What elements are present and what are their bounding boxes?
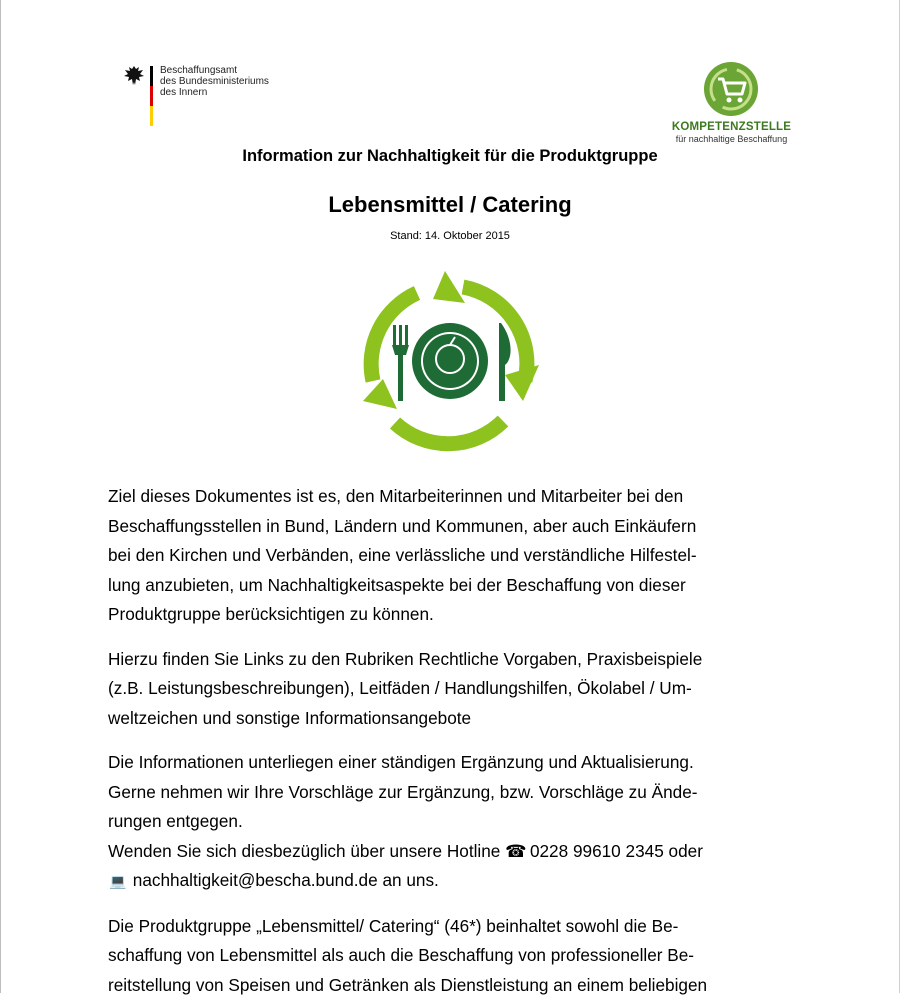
shopping-cart-icon bbox=[702, 60, 760, 118]
paragraph-intro: Ziel dieses Dokumentes ist es, den Mitarbeiterinnen und Mitarbeiter bei den Beschaffungsstellen in Bund, Ländern und Kommunen, aber auch Einkäufern bei den Kirchen und Verbänden, eine verlässliche und verständliche Hilfestel- lung anzubieten, um Nachhaltigkeitsaspekte bei der Beschaffung von dieser Produktgruppe berücksichtigen zu können. bbox=[108, 482, 798, 630]
document-body bbox=[108, 482, 798, 1000]
computer-icon: 💻 bbox=[108, 867, 128, 897]
recycling-plate-icon bbox=[355, 263, 545, 458]
ministry-name: Beschaffungsamt des Bundesministeriums des Innern bbox=[160, 65, 269, 98]
paragraph-links: Hierzu finden Sie Links zu den Rubriken Rechtliche Vorgaben, Praxisbeispiele (z.B. Leistungsbeschreibungen), Leitfäden / Handlungshilfen, Ökolabel / Um- weltzeichen und sonstige Informationsangebote bbox=[108, 645, 798, 734]
contact-prefix: Wenden Sie sich diesbezüglich über unsere Hotline bbox=[108, 841, 500, 861]
email-link[interactable]: nachhaltigkeit@bescha.bund.de bbox=[133, 870, 378, 890]
kompetenzstelle-logo bbox=[664, 60, 799, 150]
stand-date: Stand: 14. Oktober 2015 bbox=[0, 230, 900, 242]
page-title: Lebensmittel / Catering bbox=[0, 192, 900, 218]
phone-icon: ☎ bbox=[505, 837, 525, 867]
info-heading: Information zur Nachhaltigkeit für die Produktgruppe bbox=[0, 147, 900, 166]
hotline-number[interactable]: 0228 99610 2345 bbox=[530, 841, 664, 861]
paragraph-updates: Die Informationen unterliegen einer ständigen Ergänzung und Aktualisierung. Gerne nehmen wir Ihre Vorschläge zur Ergänzung, bzw. Vorschläge zu Ände- rungen entgegen. Wenden Sie sich diesbezüglich über unsere Hotline ☎ 0228 99610 2345 oder 💻 nachhaltigkeit@bescha.bund.de an uns. bbox=[108, 748, 798, 897]
kompetenzstelle-subtitle: für nachhaltige Beschaffung bbox=[664, 134, 799, 144]
federal-eagle-icon bbox=[122, 64, 146, 88]
paragraph-product-group: Die Produktgruppe „Lebensmittel/ Catering“ (46*) beinhaltet sowohl die Be- schaffung von Lebensmittel als auch die Beschaffung von professioneller Be- reitstellung von Speisen und Getränken als Dienstleistung an einem beliebigen bbox=[108, 912, 798, 1000]
kompetenzstelle-title: KOMPETENZSTELLE bbox=[664, 121, 799, 133]
german-flag-bar bbox=[150, 66, 153, 126]
